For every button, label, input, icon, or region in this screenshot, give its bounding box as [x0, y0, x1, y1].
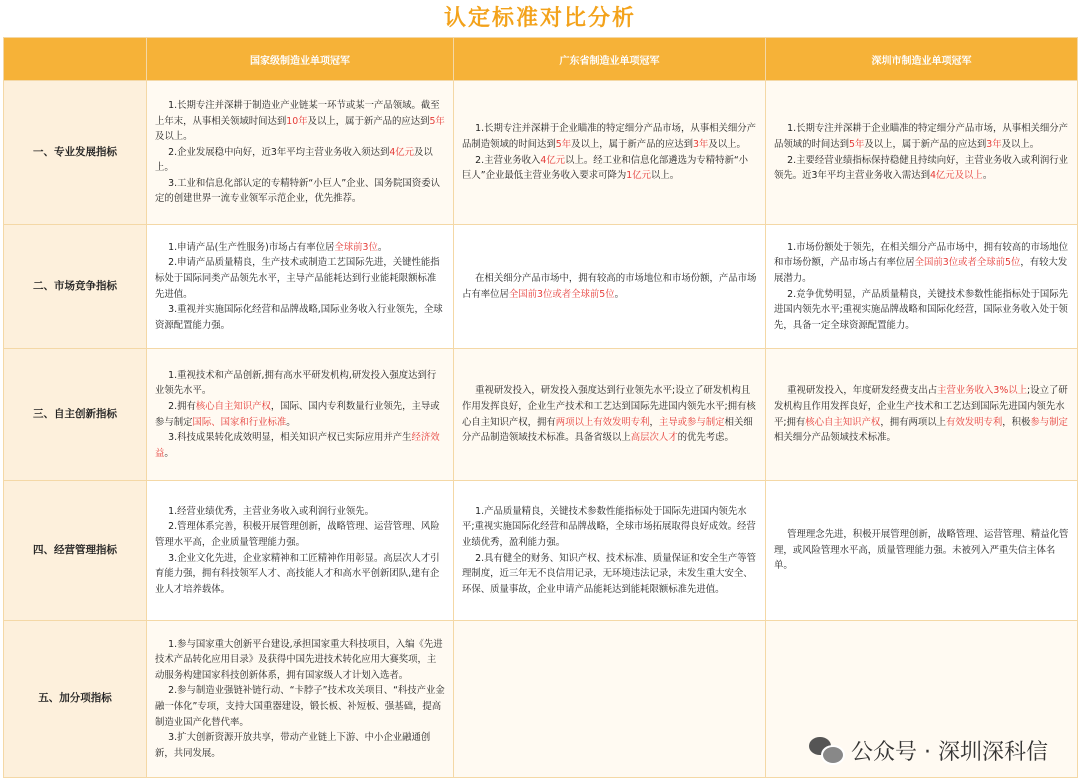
- criterion-paragraph: [155, 730, 445, 761]
- criterion-text: 2.主要经营业绩指标保持稳健且持续向好，主营业务收入或利润行业领先。近3年平均主营业务收入需达到: [774, 154, 1068, 182]
- criterion-text: 以上。: [650, 170, 680, 182]
- criterion-text: 重视研发投入，年度研发经费支出占: [787, 385, 938, 397]
- highlight-text: 5年: [555, 138, 572, 150]
- comparison-table: [3, 37, 1078, 778]
- cell-guangdong: [454, 349, 766, 481]
- criterion-text: 及以上。: [155, 131, 193, 143]
- cell-guangdong: [454, 225, 766, 349]
- header-national: 国家级制造业单项冠军: [147, 38, 454, 81]
- cell-national: [147, 225, 454, 349]
- criterion-text: 2.申请产品质量精良，生产技术或制造工艺国际先进，关键性能指标处于国际同类产品领先水平，主导产品能耗达到行业能耗限额标准先进值。: [155, 257, 440, 300]
- criterion-paragraph: [155, 368, 445, 399]
- criterion-paragraph: [462, 504, 757, 551]
- criterion-text: ，积极: [1002, 416, 1031, 428]
- criterion-text: 的优先考虑。: [677, 432, 734, 444]
- row-label: 二、市场竞争指标: [4, 225, 147, 349]
- highlight-text: 有效发明专利: [945, 416, 1003, 428]
- highlight-text: 1亿元: [626, 170, 651, 182]
- criterion-paragraph: [155, 240, 445, 256]
- highlight-text: 核心自主知识产权: [195, 400, 271, 412]
- criterion-text: ，有较大发展潜力。: [774, 257, 1068, 284]
- criterion-text: 1.市场份额处于领先，在相关细分产品市场中，拥有较高的市场地位和市场份额，产品市场占有率位居: [774, 241, 1068, 269]
- criterion-text: 1.长期专注并深耕于企业瞄准的特定细分产品市场，从事相关细分产品制造领域的时间达到: [462, 123, 756, 150]
- criterion-text: 1.申请产品(生产性服务)市场占有率位居: [168, 241, 335, 253]
- criterion-text: 2.竞争优势明显，产品质量精良，关键技术参数性能指标处于国际先进国内领先水平;重视实施品牌战略和国际化经营，国际业务收入处于领先，具备一定全球资源配置能力。: [774, 288, 1068, 331]
- criterion-text: 3.工业和信息化部认定的专精特新“小巨人”企业、国务院国资委认定的创建世界一流专业领军示范企业，优先推荐。: [155, 177, 440, 205]
- cell-shenzhen: [766, 225, 1078, 349]
- criterion-text: 重视研发投入，研发投入强度达到行业领先水平;设立了研发机构且作用发挥良好，企业生产技术和工艺达到国际先进国内领先水平;拥有核心自主知识产权，拥有: [462, 385, 756, 428]
- criterion-text: 3.科技成果转化成效明显，相关知识产权已实际应用并产生: [168, 432, 412, 444]
- criterion-paragraph: [155, 637, 445, 684]
- criterion-text: 在相关细分产品市场中，拥有较高的市场地位和市场份额，产品市场占有率位居: [462, 272, 757, 300]
- highlight-text: 两项以上有效发明专利: [555, 416, 650, 428]
- header-guangdong: 广东省制造业单项冠军: [454, 38, 766, 81]
- cell-national: [147, 349, 454, 481]
- criterion-text: 。: [377, 241, 388, 253]
- cell-guangdong: [454, 481, 766, 621]
- criterion-text: 3.重视并实施国际化经营和品牌战略,国际业务收入行业领先，全球资源配置能力强。: [155, 304, 443, 331]
- criterion-paragraph: [462, 121, 757, 152]
- row-label: 四、经营管理指标: [4, 481, 147, 621]
- cell-national: [147, 621, 454, 778]
- cell-guangdong: [454, 81, 766, 225]
- highlight-text: 经济效益: [155, 432, 440, 459]
- criterion-paragraph: [155, 255, 445, 302]
- criterion-text: 。: [286, 416, 296, 428]
- criterion-text: 1.长期专注并深耕于制造业产业链某一环节或某一产品领域。截至上年末，从事相关领域时间达到: [155, 99, 440, 127]
- criterion-paragraph: [462, 153, 757, 184]
- criterion-text: ，: [649, 416, 659, 428]
- criterion-paragraph: [155, 176, 445, 207]
- highlight-text: 4亿元: [540, 154, 566, 166]
- wechat-icon: [809, 735, 843, 765]
- criterion-text: 。: [614, 288, 624, 300]
- criterion-text: 2.具有健全的财务、知识产权、技术标准、质量保证和安全生产等管理制度，近三年无不良信用记录，无环境违法记录，未发生重大安全、环保、质量事故，企业申请产品能耗达到能耗限额标准先进值。: [462, 552, 756, 595]
- criterion-paragraph: [155, 683, 445, 730]
- criterion-text: 相关细分产品制造领域技术标准。具备省级以上: [462, 416, 753, 444]
- cell-shenzhen: [766, 81, 1078, 225]
- highlight-text: 10年: [286, 115, 308, 127]
- criterion-text: 管理理念先进，积极开展管理创新，战略管理、运营管理、精益化管理，或风险管理水平高，质量管理能力强。未被列入严重失信主体名单。: [774, 529, 1069, 572]
- criterion-text: 。: [982, 170, 993, 182]
- criterion-text: 。: [164, 447, 174, 459]
- highlight-text: 4亿元: [389, 146, 415, 158]
- criterion-text: 3.扩大创新资源开放共享，带动产业链上下游、中小企业融通创新，共同发展。: [155, 732, 431, 759]
- criterion-text: 1.长期专注并深耕于企业瞄准的特定细分产品市场，从事相关细分产品领域的时间达到: [774, 123, 1068, 150]
- cell-national: [147, 81, 454, 225]
- highlight-text: 全国前3位或者全球前5位: [914, 257, 1021, 269]
- highlight-text: 参与制定: [1030, 416, 1068, 428]
- watermark-text: 公众号 · 深圳深科信: [851, 739, 1048, 765]
- criterion-paragraph: [774, 287, 1069, 334]
- criterion-paragraph: [774, 383, 1069, 445]
- highlight-text: 3年: [693, 138, 709, 150]
- highlight-text: 4亿元及以上: [929, 170, 983, 182]
- page-title: 认定标准对比分析: [443, 6, 636, 31]
- criterion-paragraph: [774, 121, 1069, 152]
- cell-shenzhen: [766, 481, 1078, 621]
- row-label: 三、自主创新指标: [4, 349, 147, 481]
- criterion-paragraph: [155, 98, 445, 145]
- table-row: [4, 81, 1078, 225]
- criterion-paragraph: [155, 504, 445, 520]
- criterion-text: ，国际、国内专利数量行业领先，主导或参与制定: [155, 400, 440, 428]
- highlight-text: 主导或参与制定: [658, 416, 725, 428]
- cell-guangdong: [454, 621, 766, 778]
- highlight-text: 高层次人才: [630, 432, 678, 444]
- cell-national: [147, 481, 454, 621]
- table-row: [4, 349, 1078, 481]
- criterion-paragraph: [155, 302, 445, 333]
- criterion-text: 2.拥有: [168, 400, 196, 412]
- criterion-paragraph: [462, 383, 757, 445]
- criterion-paragraph: [774, 527, 1069, 574]
- criterion-text: 及以上，属于新产品的应达到: [571, 138, 693, 150]
- criterion-paragraph: [155, 519, 445, 550]
- highlight-text: 全球前3位: [334, 241, 378, 253]
- criterion-text: 相关细分产品领域技术标准。: [774, 432, 896, 444]
- highlight-text: 主营业务收入3%以上: [937, 385, 1028, 397]
- criterion-text: 及以上。: [708, 138, 746, 150]
- wechat-watermark: [809, 733, 1048, 767]
- criterion-text: 以上。经工业和信息化部遴选为专精特新“小巨人”企业最低主营业务收入要求可降为: [462, 154, 749, 182]
- criterion-paragraph: [774, 153, 1069, 184]
- criterion-text: 3.企业文化先进，企业家精神和工匠精神作用彰显。高层次人才引育能力强，拥有科技领军人才、高技能人才和高水平创新团队,建有企业人才培养载体。: [155, 552, 440, 595]
- table-row: [4, 481, 1078, 621]
- criterion-text: ;设立了研发机构且作用发挥良好，企业生产技术和工艺达到国际先进国内领先水平;拥有: [774, 385, 1068, 428]
- header-corner: [4, 38, 147, 81]
- criterion-text: 及以上。: [1001, 138, 1040, 150]
- criterion-paragraph: [774, 240, 1069, 287]
- highlight-text: 全国前3位或者全球前5位: [508, 288, 615, 300]
- criterion-text: 2.主营业务收入: [475, 154, 541, 166]
- criterion-text: 1.产品质量精良，关键技术参数性能指标处于国际先进国内领先水平;重视实施国际化经营和品牌战略，全球市场拓展取得良好成效。经营业绩优秀，盈利能力强。: [462, 505, 756, 548]
- criterion-text: 1.重视技术和产品创新,拥有高水平研发机构,研发投入强度达到行业领先水平。: [155, 369, 437, 397]
- criterion-paragraph: [155, 551, 445, 598]
- table-row: [4, 225, 1078, 349]
- criterion-text: 2.管理体系完善，积极开展管理创新，战略管理、运营管理、风险管理水平高，企业质量管理能力强。: [155, 521, 440, 548]
- header-row: [4, 38, 1078, 81]
- header-shenzhen: 深圳市制造业单项冠军: [766, 38, 1078, 81]
- criterion-paragraph: [155, 399, 445, 430]
- cell-shenzhen: [766, 349, 1078, 481]
- criterion-text: 及以上，属于新产品的应达到: [864, 138, 987, 150]
- criterion-text: 2.参与制造业强链补链行动、“卡脖子”技术攻关项目、“科技产业金融一体化”专项，支持大国重器建设，锻长板、补短板、强基础，提高制造业国产化替代率。: [155, 685, 445, 728]
- criterion-paragraph: [155, 145, 445, 176]
- row-label: 一、专业发展指标: [4, 81, 147, 225]
- highlight-text: 5年: [849, 138, 865, 150]
- criterion-paragraph: [155, 430, 445, 461]
- criterion-text: ，拥有两项以上: [880, 416, 946, 428]
- criterion-paragraph: [462, 551, 757, 598]
- criterion-text: 及以上，属于新产品的应达到: [307, 115, 430, 127]
- highlight-text: 3年: [986, 138, 1002, 150]
- criterion-text: 1.经营业绩优秀，主营业务收入或利润行业领先。: [168, 505, 374, 517]
- highlight-text: 5年: [429, 115, 445, 127]
- criterion-text: 及以上。: [155, 146, 433, 174]
- row-label: 五、加分项指标: [4, 621, 147, 778]
- highlight-text: 国际、国家和行业标准: [192, 416, 287, 428]
- highlight-text: 核心自主知识产权: [805, 416, 881, 428]
- criterion-paragraph: [462, 271, 757, 302]
- criterion-text: 1.参与国家重大创新平台建设,承担国家重大科技项目，入编《先进技术产品转化应用目录》及获得中国先进技术转化应用大赛奖项，主动服务构建国家科技创新体系，拥有国家级人才计划入选者。: [155, 638, 443, 681]
- criterion-text: 2.企业发展稳中向好，近3年平均主营业务收入须达到: [168, 146, 390, 158]
